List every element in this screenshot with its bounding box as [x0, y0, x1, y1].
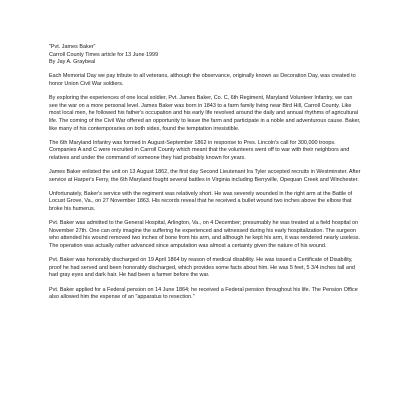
paragraph-discharge: Pvt. Baker was honorably discharged on 19 April 1864 by reason of medical disability. He was issued a Certificate of Disability, proof he had served and been honorably discharged, which provides some facts about him. He was 5 feet, 5 3/4 inches tall and had gray eyes and dark hair. He had been a farmer before the war. — [49, 257, 355, 279]
paragraph-wound: Unfortunately, Baker's service with the regiment was relatively short. He was severely wounded in the right arm at the Battle of Locust Grove, Va., on 27 November 1863. His records reveal that he received a bullet wound two inches above the elbow that broke his humerus. — [49, 190, 353, 213]
article-page — [49, 44, 361, 308]
paragraph-6th-maryland: The 6th Maryland Infantry was formed in August-September 1862 in response to Pres. Lincoln's call for 300,000 troops. Companies A and C were recruited in Carroll County which meant that the volunteers went off to war with their neighbors and relatives and under the command of someone they had probably known for years. — [49, 139, 350, 161]
paragraph-enlistment: James Baker enlisted the unit on 13 August 1862, the first day Second Lieutenant Ira Tyler accepted recruits in Westminster. After service at Harper's Ferry, the 6th Maryland fought several battles in Virginia including Berryville, Opequan Creek and Winchester. — [49, 169, 361, 183]
paragraph-pension: Pvt. Baker applied for a Federal pension on 14 June 1864; he received a Federal pension throughout his life. The Pension Office also allowed him the expense of an "apparatus to resection." — [49, 286, 358, 301]
paragraph-james-baker-intro: By exploring the experiences of one local soldier, Pvt. James Baker, Co. C, 6th Regiment, Maryland Volunteer Infantry, we can see the war on a more personal level. James Baker was born in 1843 to a farm family living near Bird Hill, Carroll County. Like most local men, he followed his father's occupation and his early life revolved around the daily and annual rhythms of agricultural life. The coming of the Civil War offered an opportunity to leave the farm and participate in a noble and adventurous cause. Baker, like many of his contemporaries on both sides, found the temptation irresistible. — [49, 95, 361, 132]
article-source: Carroll County Times article for 13 June 1999 — [49, 51, 159, 58]
article-byline: By Jay A. Graybeal — [49, 59, 96, 66]
paragraph-memorial-day: Each Memorial Day we pay tribute to all veterans, although the observance, originally known as Decoration Day, was created to honor Union Civil War soldiers. — [49, 73, 356, 87]
paragraph-hospital: Pvt. Baker was admitted to the General Hospital, Arlington, Va., on 4 December; presumably he was treated at a field hospital on November 27th. One can only imagine the suffering he experienced and witnessed during his early hospitalization. The surgeon who attended his wound removed two inches of bone from his arm, and although he kept his arm, it was rendered nearly useless. The operation was actually rather advanced since amputation was almost a certainty given the nature of his wound. — [49, 220, 361, 250]
article-title: "Pvt. James Baker" — [49, 44, 96, 50]
article-header — [49, 44, 361, 67]
